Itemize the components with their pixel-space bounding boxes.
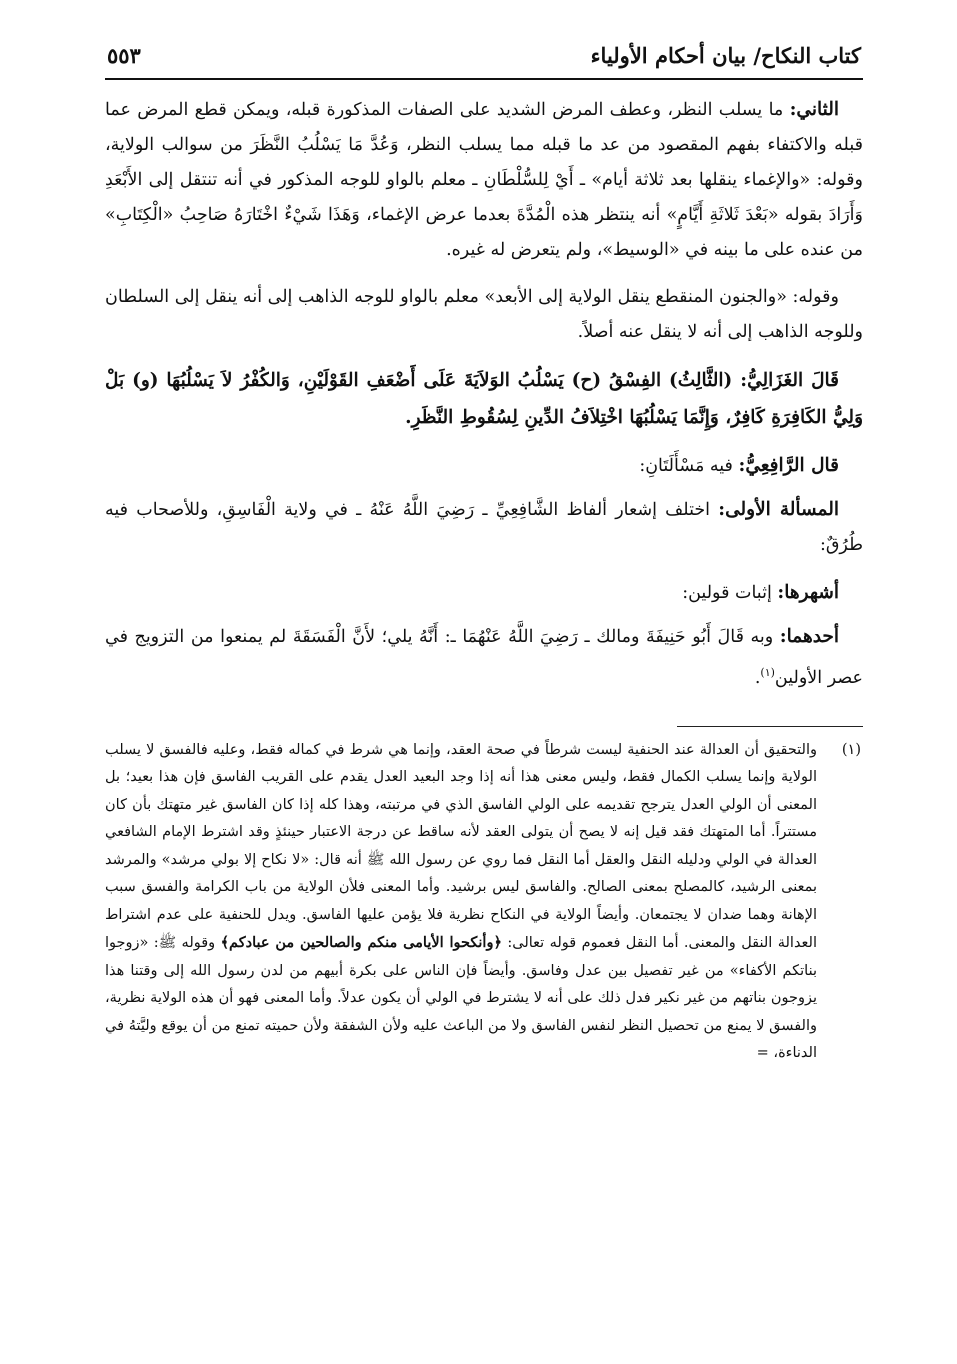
- footnote-text-b: وقوله ﷺ: «زوجوا بناتكم الأكفاء» من غير تفصيل بين عدل وفاسق. وأيضاً فإن الناس على بكرة أبيهم من لدن رسول الله إلى وقتنا هذا يزوجون بناتهم من غير نكير فدل ذلك على أنه لا يشترط في الولي أن يكون عدلاً. وأما المعنى فهو أن هذه الولاية نظرية، والفسق لا يمنع من تحصيل النظر لنفس الفاسق ولا من الباعث عليه ولأن الشفقة ولأن حميته تمنع من أن يوقع وليَّتهُ في الدناءة، =: [105, 935, 817, 1062]
- paragraph-lead: أحدهما:: [779, 626, 839, 647]
- paragraph-lead: الثاني:: [789, 99, 839, 120]
- paragraph-second-condition: [105, 92, 863, 268]
- paragraph-first-opinion: [105, 619, 863, 696]
- paragraph-text: إثبات قولين:: [682, 583, 778, 603]
- paragraph-lead: المسألة الأولى:: [718, 499, 840, 520]
- paragraph-text: ما يسلب النظر، وعطف المرض الشديد على الصفات المذكورة قبله، ويمكن قطع المرض عما قبله والاكتفاء بفهم المقصود من عد ما قبله مما يسلب النظر، وَعُدَّ مَا يَسْلُبُ النَّظَرَ من سوالب الولاية، وقوله: «والإغماء ينقلها بعد ثلاثة أيام» ـ أَيْ لِلسُّلْطَانِ ـ معلم بالواو للوجه المذكور في أنه تنتقل إلى الأَبْعَدِ وَأَرَادَ بقوله «بَعْدَ ثَلاثَةِ أَيَّامٍ» أنه ينتظر هذه الْمُدَّةَ بعدما عرض الإغماء، وَهَذَا شَيْءٌ اخْتَارَهُ صَاحِبُ «الْكِتَابِ» من عنده على ما بينه في «الوسيط»، ولم يتعرض له غيره.: [105, 100, 863, 260]
- paragraph-text: وقوله: «والجنون المنقطع ينقل الولاية إلى الأبعد» معلم بالواو للوجه الذاهب إلى أنه ينقل إلى السلطان وللوجه الذاهب إلى أنه لا ينقل عنه أصلاً.: [105, 287, 863, 342]
- footnote: [105, 737, 863, 1068]
- paragraph-tail: .: [754, 667, 761, 688]
- main-text: [105, 92, 863, 696]
- footnote-text-a: والتحقيق أن العدالة عند الحنفية ليست شرطاً في صحة العقد، وإنما هي شرط في كماله فقط، وعليه فالفسق لا يسلب الولاية وإنما يسلب الكمال فقط، وليس معنى هذا أنه إذا وجد البعيد العدل يقدم على القريب الفاسق فإن هذا بعيد؛ بل المعنى أن الولي العدل يترجح تقديمه على الولي الفاسق الذي في مرتبته، وهذا كله إذا كان الفاسق غير متهتك بأن كان مستتراً. أما المتهتك فقد قيل إنه لا يصح أن يتولى العقد لأنه ساقط عن درجة الاعتبار حينئذٍ وقد اشترط الإمام الشافعي العدالة في الولي ودليله النقل والعقل أما النقل فما روي عن رسول الله ﷺ أنه قال: «لا نكاح إلا بولي مرشد» والمرشد بمعنى الرشيد، كالمصلح بمعنى الصالح. والفاسق ليس برشيد. وأما المعنى فلأن الولاية من باب الكرامة والفسق سبب الإهانة وهما ضدان لا يجتمعان. وأيضاً الولاية في النكاح نظرية فلا يؤمن عليها الفاسق. ويدل للحنفية على عدم اشتراط العدالة النقل والمعنى. أما النقل فعموم قوله تعالى:: [105, 741, 817, 952]
- paragraph-text: فيه مَسْأَلَتَانِ:: [639, 456, 739, 476]
- footnote-quran-quote: ﴿وأنكحوا الأيامى منكم والصالحين من عبادكم﴾: [220, 934, 502, 952]
- running-header: [105, 40, 863, 80]
- chapter-title: كتاب النكاح/ بيان أحكام الأولياء: [590, 43, 861, 68]
- footnote-text: [105, 737, 817, 1068]
- paragraph-first-issue: [105, 492, 863, 563]
- footnote-reference[interactable]: (١): [760, 666, 775, 679]
- footnote-separator: [677, 726, 863, 727]
- paragraph-text: (الثَّالِثُ) الفِسْقُ (ح) يَسْلُبُ الوَلاَيَةَ عَلَى أَضْعَفِ القَوْلَيْنِ، وَالكُفْرُ لاَ يَسْلُبُهَا (و) بَلْ وَلِيُّ الكَافِرَةِ كَافِرٌ، وَإِنَّمَا يَسْلُبُهَا اخْتِلاَفُ الدِّينِ لِسُقُوطِ النَّظَرِ.: [105, 370, 863, 428]
- paragraph-rafii: [105, 448, 863, 484]
- paragraph-ghazali-quote: [105, 362, 863, 436]
- paragraph-insanity: [105, 280, 863, 350]
- footnote-body: [105, 737, 817, 1068]
- book-page: [105, 40, 863, 1068]
- footnote-number: (١): [841, 741, 861, 758]
- paragraph-most-famous: [105, 575, 863, 611]
- paragraph-text: اختلف إشعار ألفاظ الشَّافِعِيِّ ـ رَضِيَ اللَّهُ عَنْهُ ـ في ولاية الْفَاسِقِ، وللأصحاب فيه طُرُقٌ:: [105, 500, 863, 555]
- paragraph-lead: قال الرَّافِعِيُّ:: [738, 455, 839, 476]
- page-number: ٥٥٣: [107, 43, 141, 68]
- paragraph-lead: أشهرها:: [777, 582, 839, 603]
- paragraph-lead: قَالَ الغَزَالِيُّ:: [740, 370, 840, 391]
- paragraph-text: وبه قَالَ أَبُو حَنِيفَةَ ومالك ـ رَضِيَ اللَّهُ عَنْهُمَا ـ: أَنَّهُ يلي؛ لأَنَّ الْفَسَقَةَ لم يمنعوا من التزويج في عصر الأولين: [105, 627, 863, 688]
